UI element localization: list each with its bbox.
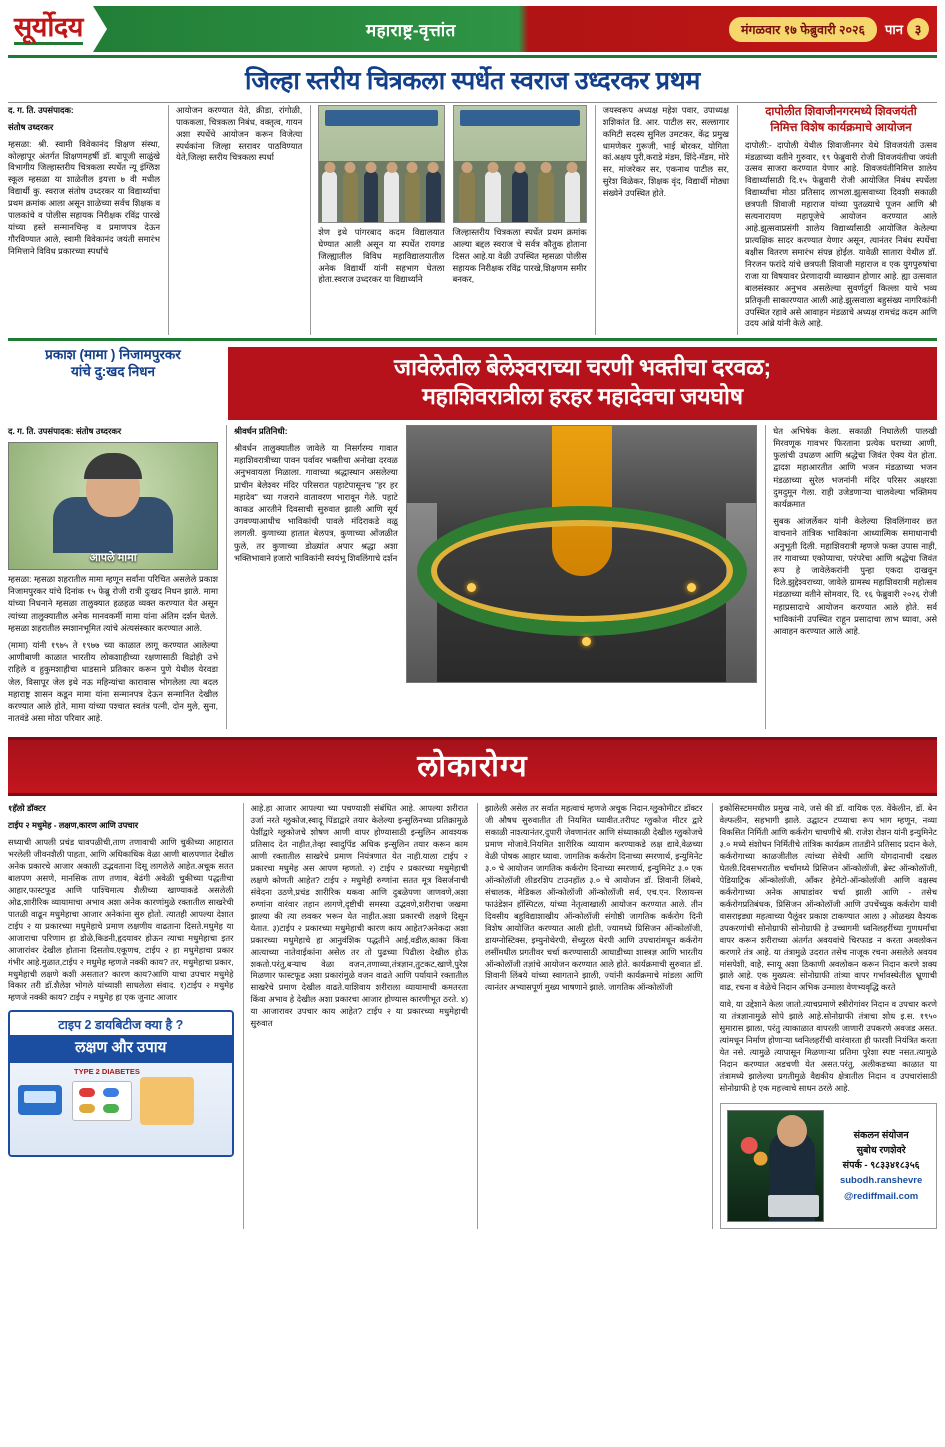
pill-icon [79, 1104, 95, 1113]
story1-body-grid [8, 105, 937, 336]
story1-col2-text: आयोजन करण्यात येते, क्रीडा, रांगोळी, पाककला, चित्रकला निबंध, वक्तृत्व, गायन अशा स्पर्धेचे आयोजन करून विजेत्या स्पर्धकांना जिल्हा स्तरावर पाठविण्यात येते,जिल्हा स्तरीय चित्रकला स्पर्धा [176, 104, 303, 163]
story3-headline-block [8, 347, 218, 381]
story1-photo [318, 105, 444, 223]
story4-headline-line2: महाशिवरात्रीला हरहर महादेवचा जयघोष [422, 383, 743, 410]
lokarogya-col4b-text: यावे, या उद्देशाने केला जातो.त्याचप्रमाणे स्त्रीरोगांवर निदान व उपचार करणे या तंत्रज्ञानामुळे सोपे झाले आहे.सोनोग्राफी तंत्राचा शोध इ.स. १९५० सुमारास झाला, परंतु त्याकाळात वापरली जाणारी उपकरणे अवजड असत. त्यांमधून निर्माण होणाऱ्या ध्वनिलहरींची वारंवारता ही फारशी नियंत्रित करता येत नसे. त्यामुळे त्यापासून मिळणाऱ्या प्रतिमा पुरेशा स्पष्ट नसत.त्यामुळे निदान करण्यात अडचणी येत असत.परंतु, अलीकडच्या काळात या तंत्रामध्ये झालेल्या प्रगतीमुळे वैद्यकीय क्षेत्रातील निदान व उपचारांसाठी सोनोग्राफी हे एक महत्त्वाचे साधन ठरले आहे. [719, 999, 937, 1093]
temple-oil-lamp [582, 637, 591, 646]
laptop-icon [768, 1195, 820, 1217]
photo-stage-banner [460, 110, 580, 126]
story1-col5 [595, 105, 729, 336]
story1-col4-text: जिल्हास्तरीय चित्रकला स्पर्धेत प्रथम क्रमांक आल्या बद्दल स्वराज चे सर्वत्र कौतुक होताना दिसत आहे.या वेळी उपस्थित म्हसळा पोलीस सहायक निरीक्षक रविंद्र पारखे,शिक्षणम समीर बनकर, [452, 226, 587, 285]
story3-portrait-photo [8, 442, 218, 570]
lokarogya-col4-text: इकोसिस्टममधील प्रमुख नावे, जसे की डॉ. वायिक एल. वेंकेलीन, डॉ. बेन वेल्फलीन, सहभागी झाले. उद्घाटन टप्प्याचा रूप भाग म्हणून, नव्या विकसित निर्मिती आणि कर्करोग चाचणीचे श्री. राजेश रोशन यांनी इन्युमिनेट ३.० मध्ये संशोधन निर्मितीचे तांत्रिक कार्यक्रम तातडीने प्रतिसाद प्रदान केले, कर्करोगाच्या काळजीतील त्यांच्या सेवेची आणि योगदानाची दखल घेतली.दिवसभरातील चर्चांमध्ये प्रिसिजन ऑन्कोलॉजी, ब्रेस्ट ऑन्कोलॉजी, पेडियाट्रिक ऑन्कोलॉजी, ऑंकर हेमेटो-ऑन्कोलॉजी आणि वक्षस्थ कर्करोगाच्या अनेक आघाडांवर चर्चा झाली आणि - तसेच कर्करोगप्रतिबंधक, प्रिसिजन ऑन्कोलॉजी आणि उपचेंच्युक कर्करोग यावी वासराइड्या महत्वाच्या पैलूंवर प्रकाश टाकण्यात आला ३ ओळख्य वैश्यक उपकरणांची सोनोग्राफी सोनोग्राफी हे उच्चागमी ध्वनिलहरींच्या गुणधर्मांचा वापर करून शरीराच्या अंतर्गत अवयवांचे चिरफाड न करता अवलोकन करणारे तंत्र आहे. या तंत्रामुळे उदरात तसेच नाजूक रचना असलेले अवयव मांसपेशी, वाहेे, स्नायू अशा ठिकाणी अवलोकन करून निदान करणे शक्य झाले आहे. एक मुख्यत्व: सोनोग्राफी तांत्र्या वापर गर्भावस्थेतील भ्रूणाची वाढ, रचना व वेळेचे निदान अभिक उन्माला वेणभ्यवृद्धि करते [719, 803, 937, 993]
contact-phone: संपर्क - ९८३३४१८३५६ [842, 1160, 920, 1172]
pillbox-icon [72, 1081, 132, 1121]
story3-body2: (मामा) यांनी १९७५ ते १९७७ च्या काळात लागू करण्यात आलेल्या आणीबाणी काळात भारतीय लोकशाहीच्या रक्षणासाठी विद्रोही उभे राहिले व हुकुमशाहीचा धाडसाने प्रतिकार करून पुणे येथील येरवडा जेल, विसापूर जेल इथे नऊ महिन्यांचा कारावास भोगलेला त्या बदल महाराष्ट्र शासन कडून मामा यांना सन्मानपत्र देऊन सन्मानित देखील करण्यात आले होते, मामा यांच्या पश्चात स्वतंत्र पत्नी, दोन मुले, सुना, नातवंडे असा मोठा परिवार आहे. [8, 640, 218, 724]
story4-col1-text: श्रीवर्धन तालुक्यातील जावेले या निसर्गरम्य गावात महाशिवरात्रीच्या पावन पर्वावर भक्तीचा अनोखा दरवळ अनुभवायला मिळाला. गावाच्या श्रद्धास्थान असलेल्या प्राचीन बेलेश्वर मंदिर परिसरात पहाटेपासूनच "हर हर महादेव" च्या गजराने वातावरण भारावून गेले. पहाटे काकड आरतीने दिवसाची सुरुवात झाली आणि सूर्य उगवण्याआधीच भाविकांची पावले मंदिराकडे वळू लागली. कुणाच्या हातात बेलपत्र, कुणाच्या ओंजळीत फुले, तर कुणाच्या डोळ्यांत अपार श्रद्धा अशा भक्तिभावाने हजारो भाविकांनी स्वयंभू शिवलिंगाचे दर्शन [234, 443, 398, 563]
story1-photo-2 [453, 105, 587, 223]
lokarogya-col4 [712, 803, 938, 1229]
rule-after-section1 [8, 338, 937, 341]
story1-col3 [310, 105, 444, 336]
pill-icon [79, 1088, 95, 1097]
story2-body: दापोली:- दापोली येथील शिवाजीनगर येथे शिवजयंती उत्सव मंडळाच्या वतीने गुरुवार, १९ फेब्रुवारी रोजी शिवजयंतीचा जयंती उत्सव साजरा करण्यात येणार आहे. शिवजयंतीनिमित्त शालेय विद्यार्थ्यांसाठी दि.१५ फेब्रुवारी रोजी आयोजित निबंध स्पर्धेला विद्यार्थ्यांचा मोठा प्रतिसाद लाभला.झुत्सवाच्या दिवशी सकाळी छत्रपती शिवाजी महाराज यांच्या पुतळ्याचे पूजन आणि श्री सत्यनारायण महापूजेचे आयोजन करण्यात आले आहे.झुत्सवाप्रसंगी शालेय विद्यार्थ्यांसाठी आयोजित केलेल्या प्रात्यक्षिक सादर करण्यात येणार असून, त्यानंतर निबंध स्पर्धेचा बक्षीस वितरण समारंभ संपन्न होईल. यावेळी सातारा येथील डॉ. निरजन फरांदे यांचे छत्रपती शिवाजी महाराज व एक युगपुरुषांचा राजा या विषयावर प्रेरणादायी व्याख्यान होणार आहे. ह्या उत्सवात बालसंस्कार अनुभव असलेल्या सुवर्णदुर्ग किल्ला याचे भव्य प्रतिकृती साकारण्यात आली आहे.झुत्सवाला बहुसंख्य नागरिकांनी उपस्थित रहावे असे आवाहन मंडळाचे अध्यक्ष रामचंद्र कदम आणि उदय आंब्रे यांनी केले आहे. [745, 139, 937, 329]
story4-col2 [765, 425, 937, 729]
lokarogya-col3-text: झालेली असेल तर सर्वात महत्वाचं म्हणजे अचूक निदान.ग्लुकोमीटर डॉक्टर जी औषध सुरुवातीत ती नियमित घ्यावीत.तरीपट ग्लुकोज मीटर द्वारे सकाळी नाश्त्यानंतर,दुपारी जेवणानंतर आणि संध्याकाळी देखील ग्लुकोजचे प्रमाण मोजावे.नियमित शारीरिक व्यायाम करण्याकडे लक्ष द्यावे,वेळच्या वेळी पोषक आहार घ्यावा. जागतिक कर्करोग दिनाच्या स्मरणार्थ, इन्युमिनेट ३.० चे आयोजन जागतिक कर्करोग दिनाच्या स्मरणार्थ, इन्युमिनेट ३.० एक ऑन्कोलॉजी लीडरशिप टाउनहॉल ३.० चे आयोजन डॉ. शिवानी लिंबये, संचालक, मेडिकल ऑन्कोलॉजी ऑन्कोलॉजी सर्व, एच.एन. रिलायन्स फाउंडेशन हॉस्पिटल, यांच्या नेतृत्वाखाली आयोजन करण्यात आले. तीन दिवसीय बहुविद्याशाखीय ऑन्कोलॉजी संगोष्ठी जागतिक कर्करोग दिनी विशेष आयोजित करण्यात आली होती, ज्यामध्ये प्रिसिजन ऑन्कोलॉजी, डायग्नोस्टिक्स, इम्युनोथेरपी, सेंच्युरल थेरपी आणि उपचारांमधून कर्करोग लसींमधील प्रगतीवर चर्चा करण्यासाठी आघाडीच्या शास्त्रज्ञ आणि भारतीय ऑन्कोलॉजी तज्ञांचे आयोजन करण्यात आले होते. कार्यक्रमाची सुरुवात डॉ. शिवानी लिंबये यांच्या स्वागताने झाली, ज्यांनी कार्यक्रमाचे मांडला आणि त्यानंतर अभ्यासपूर्ण मुख्य भाषणाने झाले. जागतिक ऑन्कोलॉजी [485, 803, 703, 993]
contact-title: संकलन संयोजन [853, 1129, 909, 1141]
glucometer-icon [18, 1085, 62, 1115]
temple-oil-lamp [467, 583, 476, 592]
photo-person [459, 171, 475, 221]
flower-decoration [734, 1119, 772, 1185]
lokarogya-col1 [8, 803, 234, 1229]
story3-byline: द. ग. ति. उपसंपादक: संतोष उध्दरकर [8, 425, 122, 436]
contact-email-line2[interactable]: @rediffmail.com [844, 1190, 919, 1202]
spice-bowl-icon [140, 1077, 194, 1125]
rule-under-headline1 [8, 102, 937, 103]
pill-icon [103, 1104, 119, 1113]
lokarogya-col2-text: आहे.हा आजार आपल्या च्या पचण्याशी संबंधित आहे. आपल्या शरीरात उर्जा नरते ग्लुकोज,स्वादू पिंडाद्वारे तयार केलेल्या इन्सुलिनच्या प्रतिक्रामुळे पेशींद्वारे ग्लुकोजचे शोषण आणी वापर होण्यासाठी इन्सुलिन आवश्यक प्रतिसाद देत नाहीत,तेव्हा स्वादुपिंड अधिक इन्सुलिन तयार करून काम आणी रक्तातील साखरेचे प्रमाण नियंत्रणात येत नाही.याला टाईप २ प्रकारचा मधुमेह अस आपण म्हणतो. २) टाईप २ प्रकारच्या मधुमेहाची लक्षणे कोणती आहेत? टाईप २ मधुमेही रुग्णांना सतत मूत्र विसर्जनाची संवेदना उठणे,प्रचंड शारीरिक थकवा आणि दुबळेपणा जाणवणे,अशा रुग्णांना वारंवार तहान लागणे,दृष्टीची समस्या उद्भवणे,शरीराचा जखमा झाल्या की त्या लवकर भरून येत नाहीत.अशा प्रकारची लक्षणे दिसून येतात. ३)टाईप २ प्रकारच्या मधुमेहाची कारण काय आहेत?अनेकदा अशा प्रकारच्या मधुमेहाचे हा आनुवंशिक पद्धतीने आई,वडील,काका किंवा आत्याच्या नातेवाईकांना असेल तर तो पुढच्या पिढीला देखील होऊ शकतो.परंतु,बऱ्याच वेळा वजन,तणाव्या,तंत्रज्ञान,तुटकट,खाणे,पुरेश मिळणार फास्टफूड अशा प्रकारांमुळे वजन वाढते आणि पर्यायाने रक्तातील साखरेचे प्रमाण देखील वाढते.याशिवाय शरीराला व्यायामाची कमतरता किंवा अभाव हे देखील अशा प्रकारचा आजार होण्यास कारणीभूत ठरते. ४) या आजारावर उपचार काय आहेत? टाईप २ या प्रकारच्या मधुमेहाची सुरुवात [250, 803, 468, 1029]
story1-byline: द. ग. ति. उपसंपादक: [8, 104, 74, 115]
lokarogya-col2 [243, 803, 469, 1229]
lokarogya-col1-subhead: टाईप २ मधुमेह - लक्षण,कारण आणि उपचार [8, 820, 139, 831]
story1-byline2: संतोष उध्दरकर [8, 121, 54, 132]
photo-person [426, 171, 441, 221]
ad-line2: लक्षण और उपाय [10, 1035, 232, 1063]
masthead-section-title: महाराष्ट्र-वृत्तांत [366, 20, 456, 40]
editor-contact-details [832, 1128, 930, 1204]
diabetes-advertisement[interactable] [8, 1010, 234, 1157]
photo-person [565, 171, 581, 221]
editor-photo [727, 1110, 825, 1222]
photo-people-group [319, 150, 443, 222]
temple-floral-ring [417, 506, 747, 636]
photo-person [485, 171, 501, 221]
story1-headline: जिल्हा स्तरीय चित्रकला स्पर्धेत स्वराज उध्दरकर प्रथम [244, 67, 701, 95]
ad-art-label: TYPE 2 DIABETES [74, 1066, 140, 1076]
portrait-caption: आपले मामा [89, 552, 137, 565]
lokarogya-section-banner: लोकारोग्य [8, 737, 937, 796]
photo-person [384, 171, 399, 221]
story2-headline-line2: निमित्त विशेष कार्यक्रमाचे आयोजन [770, 121, 912, 134]
story4-col3-text: सुबक आंजर्लेकर यांनी केलेल्या शिवलिंगावर छत वाचनाने तांत्रिक भाविकांना आध्यात्मिक समाधानाची अनुभूती दिली. महाशिवरात्री म्हणजे फक्त उपास नाही, तर गावाच्या एकोप्याचा, परंपरेचा आणि श्रद्धेचा जिवंत रूप हे जावेलेकरांनी पुन्हा एकदा दाखवून दिले.झुद्देश्वराच्या, जावेले ग्रामस्थ महाशिवरात्री महोत्सव मंडळाच्या वतीने सोमवार, दि. १६ फेब्रुवारी २०२६ रोजी महाप्रसादाचे आयोजन करण्यात आले होते. सर्व भाविकांनी उपस्थित राहून प्रसादाचा लाभ घ्यावा, असे आवाहन करण्यात आले आहे. [773, 516, 937, 636]
story3-col [8, 425, 218, 729]
section2-body-grid [8, 425, 937, 729]
story3-headline-line1: प्रकाश (मामा ) निजामपुरकर [45, 347, 181, 363]
story2 [737, 105, 937, 336]
photo-person [364, 171, 379, 221]
ad-line1: टाइप 2 डायबिटीज क्या है ? [10, 1012, 232, 1035]
contact-email-line1[interactable]: subodh.ranshevre [839, 1175, 923, 1187]
contact-name: सुबोध रणशेवरे [856, 1145, 906, 1157]
lokarogya-col1-head: १हॅलो डॉक्टर [8, 803, 46, 814]
publication-logo: सूर्योदय [14, 11, 83, 42]
photo-person [512, 171, 528, 221]
photo-person [343, 171, 358, 221]
story4-col2-text: घेत अभिषेक केला. सकाळी निघालेली पालखी मिरवणूक गावभर फिरताना प्रत्येक घराच्या आणी, फुलांची उधळण आणि श्रद्धेचा जिवंत ऐक्य येत होता. द्वादश महाआरतीत आणि भजन मंडळाच्या भजन मंडळाच्या सुरेल भजनांनी मंदिर परिसर अक्षरशः दुमदुमून गेला. राही उजेडणाऱ्या चालवेल्या भक्तिमय कार्यक्रमात [773, 425, 937, 509]
story4-photo-col [406, 425, 758, 729]
story3-body1: म्हसळा: म्हसळा शहरातील मामा म्हणून सर्वांना परिचित असलेले प्रकाश निजामपुरकर यांचे दिनांक १५ फेब्रु रोजी रात्री दुःखद निधन झाले. मामा यांच्या निधनाने म्हसळा तालुक्यात हळहळ व्यक्त करण्यात येत असून त्यांच्या तालुक्यातील अनेक मानवकर्मी मामा यांना अंतिम दर्शन घेतले. म्हसळा शहरातील स्मशानभूमित त्यांचे अंत्यसंस्कार करण्यात आले. [8, 574, 218, 633]
story1-col3-text: शेण इथे पांगरबाद कदम विद्यालयात घेण्यात आली असून या स्पर्धेत रायगड जिल्ह्यातील विविध महाविद्यालयातील अनेक विद्यार्थी यांनी सहभाग घेतला होता.स्वराज उध्दरकर या विद्यार्थ्याने [318, 226, 445, 285]
editor-contact-box [720, 1103, 938, 1229]
page-label: पान [885, 22, 903, 37]
pill-icon [103, 1088, 119, 1097]
story1-col5-text: जयस्वरूप अध्यक्ष महेश पवार, उपाध्यक्ष शशिकांत डि. आर. पाटील सर, सल्लागार कमिटी सदस्य सुनिल उमटकर, केंद्र प्रमुख धामणेकर गुरूजी, भाई बोरकर, योगिता कां.अक्षय पुरी,कराडे मंडम, शिंदे-मॅडम, मोरे सर, मांजरेकर सर, एकनाथ पाटील सर, सुरेश विळेकर, शिक्षक वृंद, विद्यार्थी मोठ्या संख्येने उपस्थित होते. [602, 104, 729, 199]
story4-headline-line1: जावेलेतील बेलेश्वराच्या चरणी भक्तीचा दरवळ; [394, 354, 771, 381]
photo-people-group [454, 150, 586, 222]
section2-header-row [8, 347, 937, 420]
story1-col1 [8, 105, 160, 336]
story2-headline-line1: दापोलीत शिवाजीनगरमध्ये शिवजयंती [765, 105, 917, 118]
masthead-page-indicator [885, 18, 929, 40]
story4-headline-banner [228, 347, 937, 420]
rule-under-masthead [8, 55, 937, 58]
page-number: ३ [907, 18, 929, 40]
photo-person [405, 171, 420, 221]
lokarogya-body-grid [8, 803, 937, 1229]
lokarogya-col1-text: सध्याची आपली प्रचंड धावपळीची,ताण तणावाची आणि चुकीच्या आहारात भरलेली जीवनशैली पाहता, आणि अधिकाधिक वेळा आणी बालपणात देखील अनेक प्रकारचे आजार अकाली उद्भवताना दिसू लागलेले आहेत.अचूक सतत बालपण असणे, मानसिक ताण तणाव, बेढंगी अवेळी चुकीच्या पद्धतीचा आहार,फास्टफूड आणि पाश्चिमात्य शैलीच्या खाण्याकडे असलेली ओढ,शारीरिक व्यायामाचा अभाव अशा अनेक कारणांमुळे रक्तातील साखरेची पातळी वाढून मधुमेहाचा आजार अनेकांना सुरु होतो. त्यातही आपल्या देशात टाईप २ या प्रकारच्या मधुमेहाचे प्रमाण लक्षणीय वाढताना दिसते.मधुमेह या आजाराचा परिणाम हा डोळे,किडनी,हृदयावर होऊन त्याचा मधुमेहाचा इतर आजारांवर देखील होताना दिसतोय.एकूणच, टाईप २ हा मधुमेहाचा प्रकार गंभीर आहे.मुळात,टाईप २ मधुमेह म्हणजे नक्की काय? तर, मधुमेहाचा प्रकार, मधुमेहाची लक्षणे कशी असतात? कारण काय?आणि याचा उपचार मधुमेहे विकार तरी डॉ.शैलेश भोगले यांच्याशी साधलेला संवाद. १)टाईप २ मधुमेह म्हणजे नक्की काय? टाईप २ मधुमेह हा एक जुनाट आजार [8, 837, 234, 1003]
masthead [8, 6, 937, 52]
photo-stage-banner [325, 110, 437, 126]
story4-byline: श्रीवर्धन प्रतिनिधी: [234, 425, 288, 436]
ad-artwork [10, 1063, 232, 1155]
photo-person [538, 171, 554, 221]
masthead-date: मंगळवार १७ फेब्रुवारी २०२६ [729, 17, 877, 42]
lokarogya-col3 [477, 803, 703, 1229]
story4-temple-photo [406, 425, 758, 683]
masthead-logo-block [8, 6, 93, 52]
photo-person [322, 171, 337, 221]
story1-col2 [168, 105, 302, 336]
story3-headline-line2: यांचे दु:खद निधन [70, 364, 156, 380]
story4-col1 [226, 425, 398, 729]
story1-col4 [453, 105, 587, 336]
story1-col1-text: म्हसळा: श्री. स्वामी विवेकानंद शिक्षण संस्था, कोल्हापूर अंतर्गत शिक्षणमहर्षी डॉ. बापूजी साळुंखे विभागीय जिल्हास्तरीय चित्रकला स्पर्धेत न्यू इंग्लिश स्कूल म्हसळा या शाळेतील इयत्ता ७ वी मधील विद्यार्थी कु. स्वराज संतोष उध्दरकर या विद्यार्थ्याचा प्रथम क्रमांक आला असून शाळेच्या सर्वच शिक्षक व पालकांचे व पोलीस सहायक निरीक्षक रविंद्र पारखे यांच्या हस्ते सन्मानचिन्ह व प्रमाणपत्र देऊन गौरविण्यात आले, स्वामी विवेकानंद जयंती समारंभ निमित्ताने विविध प्रकारच्या स्पर्धांचे [8, 138, 160, 256]
